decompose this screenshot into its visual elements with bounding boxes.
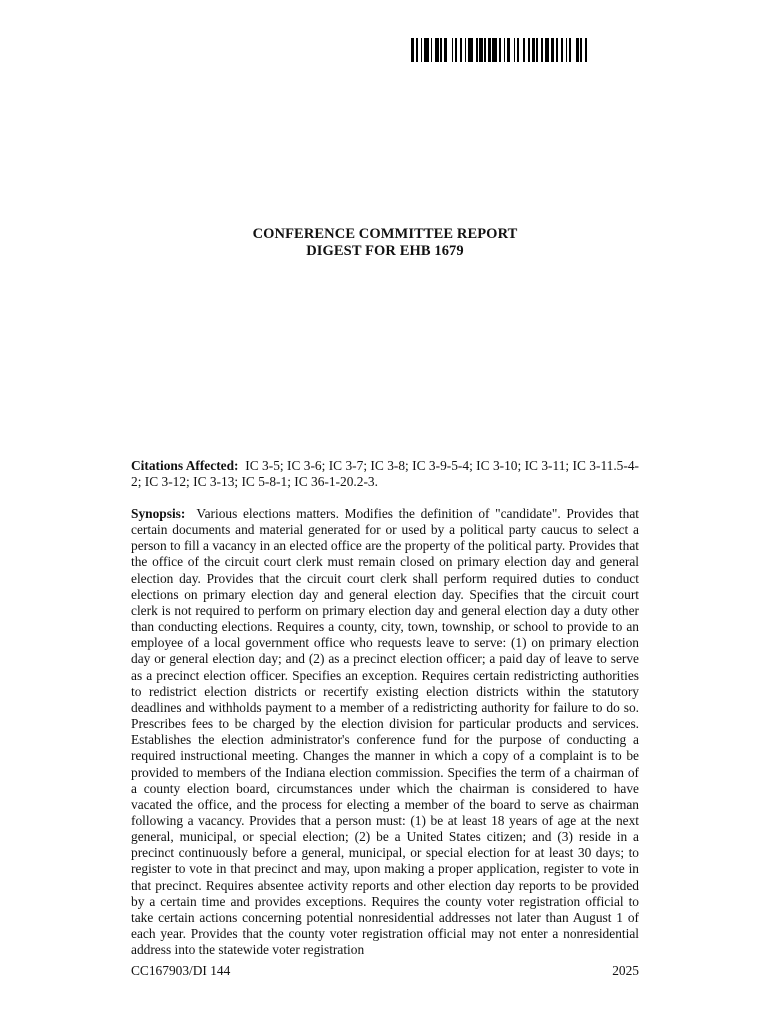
synopsis-label: Synopsis:	[131, 506, 186, 521]
citations-affected	[131, 458, 639, 490]
barcode-bar	[587, 38, 589, 62]
title-line-1: CONFERENCE COMMITTEE REPORT	[252, 226, 518, 242]
page-footer	[131, 963, 639, 979]
footer-year: 2025	[612, 963, 639, 978]
citations-text: IC 3-5; IC 3-6; IC 3-7; IC 3-8; IC 3-9-5-4; IC 3-10; IC 3-11; IC 3-11.5-4-2; IC 3-12; IC 3-13; IC 5-8-1; IC 36-1-20.2-3.	[131, 458, 639, 490]
barcode	[411, 38, 589, 62]
citations-label: Citations Affected:	[131, 458, 239, 473]
title-line-2: DIGEST FOR EHB 1679	[306, 243, 464, 259]
report-title	[0, 226, 770, 260]
synopsis	[131, 506, 639, 958]
synopsis-text: Various elections matters. Modifies the definition of "candidate". Provides that certain documents and material generated for or used by a political party caucus to select a person to fill a vacancy in an elected office are the property of the political party. Provides that the office of the circuit court clerk must remain closed on primary election day and general election day. Provides that the circuit court clerk shall perform required duties to conduct elections on primary election day and general election day. Specifies that the circuit court clerk is not required to perform on primary election day and general election day a duty other than conducting elections. Requires a county, city, town, township, or school to provide to an employee of a local government office who requests leave to serve: (1) on primary election day or general election day; and (2) as a precinct election officer; a paid day of leave to serve as a precinct election officer. Specifies an exception. Requires certain redistricting authorities to redistrict election districts or recertify existing election districts within the statutory deadlines and withholds payment to a member of a redistricting authority for failure to do so. Prescribes fees to be charged by the election division for particular products and services. Establishes the election administrator's conference fund for the purpose of conducting a required instructional meeting. Changes the manner in which a copy of a complaint is to be provided to members of the Indiana election commission. Specifies the term of a chairman of a county election board, circumstances under which the chairman is considered to have vacated the office, and the process for electing a member of the board to serve as chairman following a vacancy. Provides that a person must: (1) be at least 18 years of age at the next general, municipal, or special election; (2) be a United States citizen; and (3) reside in a precinct continuously before a general, municipal, or special election for at least 30 days; to register to vote in that precinct and may, upon making a proper application, register to vote in that precinct. Requires absentee activity reports and other election day reports to be provided by a certain time and provides exceptions. Requires the county voter registration official to take certain actions concerning potential nonresidential addresses not later than August 1 of each year. Provides that the county voter registration official may not enter a nonresidential address into the statewide voter registration	[131, 506, 639, 958]
footer-document-id: CC167903/DI 144	[131, 963, 231, 978]
